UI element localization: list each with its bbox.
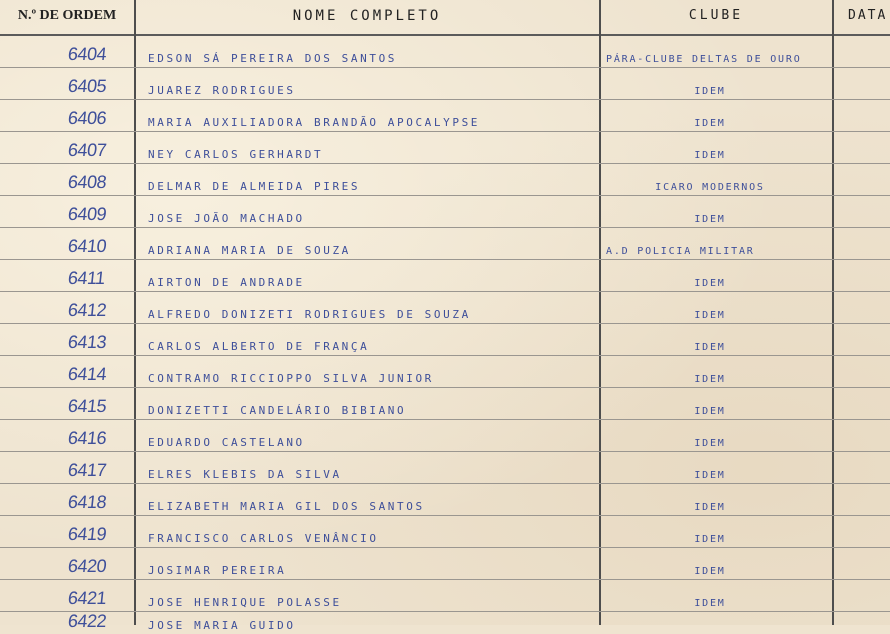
row-number: 6404 <box>67 44 108 64</box>
row-number: 6412 <box>67 300 108 320</box>
row-name: JOSE HENRIQUE POLASSE <box>148 596 342 609</box>
row-number: 6406 <box>67 108 108 128</box>
ledger-row <box>0 292 890 324</box>
row-number: 6410 <box>67 236 108 256</box>
ledger-rows <box>0 36 890 634</box>
row-club: IDEM <box>694 502 726 513</box>
ledger-row <box>0 612 890 634</box>
row-number: 6411 <box>67 268 106 288</box>
row-number: 6422 <box>67 611 108 631</box>
ledger-row <box>0 548 890 580</box>
ledger-row <box>0 388 890 420</box>
header-data: DATA <box>848 8 888 23</box>
ledger-row <box>0 516 890 548</box>
ledger-row <box>0 420 890 452</box>
row-club: IDEM <box>694 374 726 385</box>
row-name: FRANCISCO CARLOS VENÂNCIO <box>148 532 379 545</box>
header-nome-completo: NOME COMPLETO <box>292 8 442 24</box>
row-name: JOSE JOÃO MACHADO <box>148 212 305 225</box>
ledger-row <box>0 100 890 132</box>
row-club: IDEM <box>694 342 726 353</box>
row-name: JUAREZ RODRIGUES <box>148 84 296 97</box>
row-club: IDEM <box>694 86 726 97</box>
row-name: ALFREDO DONIZETI RODRIGUES DE SOUZA <box>148 308 471 321</box>
row-club: A.D POLICIA MILITAR <box>606 246 755 257</box>
row-name: MARIA AUXILIADORA BRANDÃO APOCALYPSE <box>148 116 481 129</box>
row-club: ICARO MODERNOS <box>655 182 765 193</box>
ledger-row <box>0 356 890 388</box>
row-club: IDEM <box>694 118 726 129</box>
ledger-row <box>0 260 890 292</box>
row-number: 6414 <box>67 364 108 384</box>
header-clube: CLUBE <box>688 8 744 23</box>
row-name: CONTRAMO RICCIOPPO SILVA JUNIOR <box>148 372 434 385</box>
row-number: 6405 <box>67 76 108 96</box>
row-name: JOSE MARIA GUIDO <box>148 619 296 632</box>
row-name: ADRIANA MARIA DE SOUZA <box>148 244 351 257</box>
row-number: 6416 <box>67 428 108 448</box>
row-number: 6415 <box>67 396 108 416</box>
row-club: IDEM <box>694 566 726 577</box>
ledger-row <box>0 196 890 228</box>
row-club: IDEM <box>694 214 726 225</box>
row-club: IDEM <box>694 598 726 609</box>
row-club: IDEM <box>694 470 726 481</box>
row-name: EDSON SÁ PEREIRA DOS SANTOS <box>148 52 398 65</box>
ledger-row <box>0 580 890 612</box>
ledger-row <box>0 484 890 516</box>
header-ordem: N.º DE ORDEM <box>17 8 117 23</box>
row-name: CARLOS ALBERTO DE FRANÇA <box>148 340 370 353</box>
row-name: DONIZETTI CANDELÁRIO BIBIANO <box>148 404 407 417</box>
row-name: NEY CARLOS GERHARDT <box>148 148 324 161</box>
ledger-row <box>0 452 890 484</box>
row-number: 6421 <box>67 588 108 608</box>
row-number: 6409 <box>67 204 108 224</box>
row-name: JOSIMAR PEREIRA <box>148 564 287 577</box>
row-name: EDUARDO CASTELANO <box>148 436 305 449</box>
row-number: 6418 <box>67 492 108 512</box>
row-number: 6413 <box>67 332 108 352</box>
row-name: ELIZABETH MARIA GIL DOS SANTOS <box>148 500 425 513</box>
row-number: 6419 <box>67 524 108 544</box>
row-number: 6417 <box>67 460 108 480</box>
row-club: IDEM <box>694 310 726 321</box>
row-club: IDEM <box>694 150 726 161</box>
row-number: 6420 <box>67 556 108 576</box>
row-club: IDEM <box>694 406 726 417</box>
row-club: IDEM <box>694 278 726 289</box>
ledger-row <box>0 228 890 260</box>
row-name: ELRES KLEBIS DA SILVA <box>148 468 342 481</box>
row-club: IDEM <box>694 534 726 545</box>
ledger-row <box>0 164 890 196</box>
ledger-row <box>0 324 890 356</box>
row-name: DELMAR DE ALMEIDA PIRES <box>148 180 361 193</box>
row-club: PÁRA-CLUBE DELTAS DE OURO <box>606 54 802 65</box>
ledger-row <box>0 132 890 164</box>
ledger-row <box>0 68 890 100</box>
row-number: 6408 <box>67 172 108 192</box>
row-name: AIRTON DE ANDRADE <box>148 276 305 289</box>
row-number: 6407 <box>67 140 108 160</box>
ledger-row <box>0 36 890 68</box>
row-club: IDEM <box>694 438 726 449</box>
